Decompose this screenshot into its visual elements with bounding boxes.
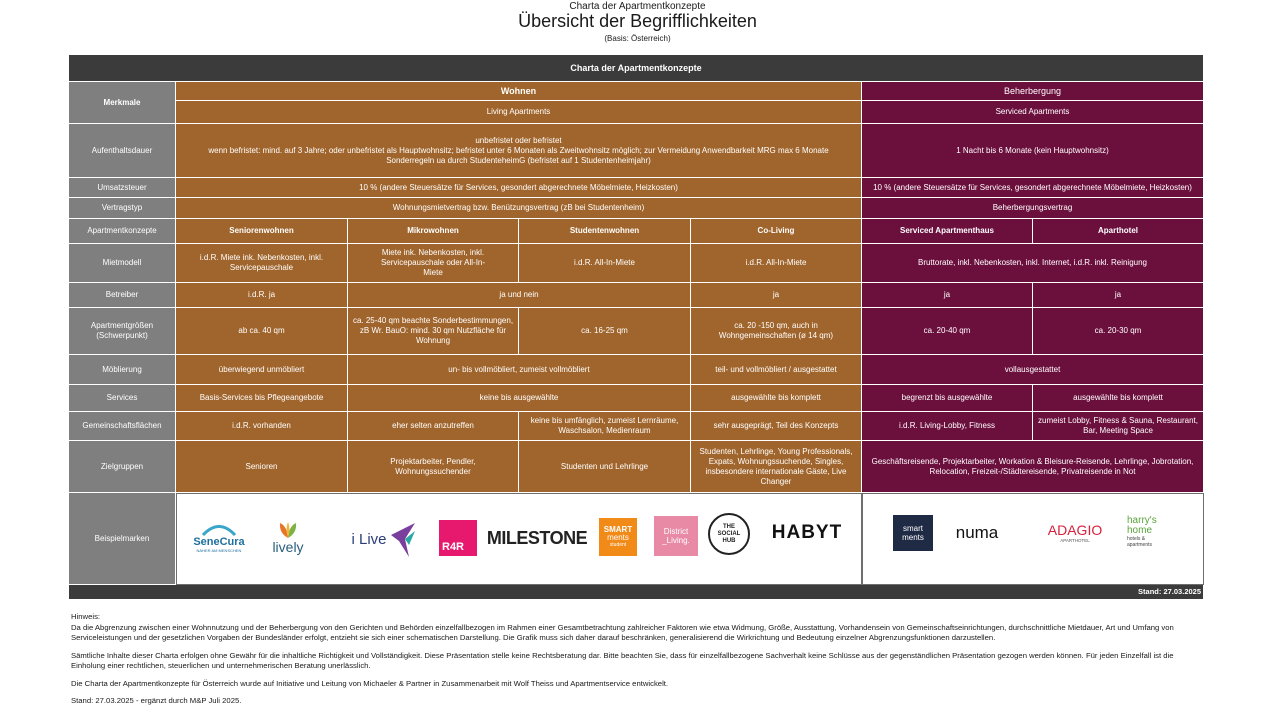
row-label-services: Services: [69, 385, 176, 412]
living-apartments-header: Living Apartments: [176, 101, 862, 124]
cell-mietmodell-studentenwohnen: i.d.R. All-In-Miete: [519, 244, 691, 283]
cell-gemeinschaft-mikrowohnen: eher selten anzutreffen: [348, 412, 519, 441]
numa-wordmark: numa: [955, 523, 999, 542]
lively-logo: [262, 518, 314, 558]
cell-moeblierung-seniorenwohnen: überwiegend unmöbliert: [176, 355, 348, 385]
aufenthaltsdauer-wohnen-line-2: wenn befristet: mind. auf 3 Jahre; oder unbefristet als Hauptwohnsitz; befristet unter 6 Monaten als Zweitwohnsitz möglich; zur Vermeidung Anwendbarkeit MRG max 6 Monate: [208, 145, 829, 155]
stand-text: Stand: 27.03.2025 - ergänzt durch M&P Juli 2025.: [71, 696, 242, 705]
row-label-beispielmarken: Beispielmarken: [69, 493, 176, 585]
adagio-tagline: APARTHOTEL: [1060, 537, 1090, 543]
stand-bar: Stand: 27.03.2025: [69, 585, 1204, 600]
milestone-logo: [487, 525, 587, 551]
row-label-moeblierung: Möblierung: [69, 355, 176, 385]
cell-services-serviced: begrenzt bis ausgewählte: [862, 385, 1033, 412]
cell-aufenthaltsdauer-beherbergung: 1 Nacht bis 6 Monate (kein Hauptwohnsitz): [862, 124, 1204, 178]
senecura-swoosh-icon: [199, 522, 239, 536]
chart-title: Charta der Apartmentkonzepte: [69, 55, 1204, 82]
cell-betreiber-co-living: ja: [691, 283, 862, 308]
senecura-wordmark: SeneCura: [193, 536, 245, 548]
hinweis-text: Da die Abgrenzung zwischen einer Wohnnutzung und der Beherbergung von den Gerichten und Behörden einzelfallbezogen im Rahmen einer Gesamtbetrachtung zahlreicher Faktoren wie etwa Widmung, Größe, Ausstattung, Vorhandensein von Gemeinschaftseinrichtungen, durchschnittliche Mietdauer, Art und Umfang von Serviceleistungen und der gesetzlichen Vorgaben der Bundesländer erfolgt, entzieht sie sich einer schematischen Darstellung. Die Grafik muss sich daher darauf beschränken, generalisierend die Wirkrichtung und Bedeutung einzelner Abgrenzungsfunktionen darzustellen.: [71, 622, 1174, 642]
concept-mikrowohnen: Mikrowohnen: [348, 219, 519, 244]
smartments-student-logo: [599, 518, 637, 556]
ilive-hummingbird-icon: [389, 521, 417, 559]
ilive-wordmark: i Live: [351, 531, 387, 548]
senecura-logo: [187, 517, 251, 559]
row-label-vertragstyp: Vertragstyp: [69, 198, 176, 219]
district-living-line-1: District: [663, 527, 689, 536]
row-label-apartmentgroessen: Apartmentgrößen (Schwerpunkt): [69, 308, 176, 355]
cell-betreiber-serviced: ja: [862, 283, 1033, 308]
harrys-line-3: hotels &: [1127, 536, 1146, 542]
cell-zielgruppen-mikrowohnen: Projektarbeiter, Pendler, Wohnungssuchender: [348, 441, 519, 493]
cell-moeblierung-mikro-studenten: un- bis vollmöbliert, zumeist vollmöbliert: [348, 355, 691, 385]
district-living-line-2: _Living.: [662, 536, 690, 545]
cell-umsatzsteuer-beherbergung: 10 % (andere Steuersätze für Services, gesondert abgerechnete Möbelmiete, Heizkosten): [862, 178, 1204, 198]
cell-gemeinschaft-co-living: sehr ausgeprägt, Teil des Konzepts: [691, 412, 862, 441]
concept-studentenwohnen: Studentenwohnen: [519, 219, 691, 244]
document-title: Übersicht der Begrifflichkeiten: [518, 11, 757, 31]
smartments-student-line-1: SMART: [603, 524, 633, 534]
merkmale-header: Merkmale: [69, 82, 176, 124]
row-label-umsatzsteuer: Umsatzsteuer: [69, 178, 176, 198]
cell-moeblierung-co-living: teil- und vollmöbliert / ausgestattet: [691, 355, 862, 385]
cell-services-mikro-studenten: keine bis ausgewählte: [348, 385, 691, 412]
numa-logo: [945, 521, 1009, 545]
row-label-apartmentkonzepte: Apartmentkonzepte: [69, 219, 176, 244]
document-subtitle: (Basis: Österreich): [604, 34, 671, 43]
aufenthaltsdauer-wohnen-line-1: unbefristet oder befristet: [475, 135, 562, 145]
ilive-logo: [344, 517, 424, 562]
document-supertitle: Charta der Apartmentkonzepte: [569, 1, 706, 12]
social-hub-line-1: THE: [723, 523, 735, 530]
cell-betreiber-mikro-studenten: ja und nein: [348, 283, 691, 308]
concept-serviced-apartmenthaus: Serviced Apartmenthaus: [862, 219, 1033, 244]
cell-betreiber-aparthotel: ja: [1033, 283, 1204, 308]
initiative-text: Die Charta der Apartmentkonzepte für Österreich wurde auf Initiative und Leitung von Michaeler & Partner in Zusammenarbeit mit Wolf Theiss und Apartmentservice entwickelt.: [71, 678, 669, 688]
smartments-student-line-3: student: [609, 541, 627, 548]
cell-aufenthaltsdauer-wohnen: [176, 124, 862, 178]
cell-groessen-studentenwohnen: ca. 16-25 qm: [519, 308, 691, 355]
lively-leaf-icon: [277, 521, 299, 539]
cell-zielgruppen-co-living: Studenten, Lehrlinge, Young Professionals, Expats, Wohnungssuchende, Singles, insbesondere internationale Gäste, Live Changer: [691, 441, 862, 493]
harrys-line-2: home: [1127, 525, 1153, 536]
social-hub-line-2: SOCIAL: [717, 530, 741, 537]
cell-services-seniorenwohnen: Basis-Services bis Pflegeangebote: [176, 385, 348, 412]
wohnen-header: Wohnen: [176, 82, 862, 101]
cell-gemeinschaft-serviced: i.d.R. Living-Lobby, Fitness: [862, 412, 1033, 441]
harrys-home-logo: [1127, 513, 1183, 551]
row-label-mietmodell: Mietmodell: [69, 244, 176, 283]
apartment-concepts-chart: [69, 55, 1204, 600]
cell-zielgruppen-seniorenwohnen: Senioren: [176, 441, 348, 493]
senecura-tagline: NÄHER AM MENSCHEN: [196, 548, 242, 553]
district-living-logo: [654, 516, 698, 556]
aufenthaltsdauer-wohnen-line-3: Sonderregeln ua durch StudenteheimG (befristet auf 1 Studentenheimjahr): [386, 155, 651, 165]
cell-mietmodell-co-living: i.d.R. All-In-Miete: [691, 244, 862, 283]
adagio-wordmark: ADAGIO: [1047, 521, 1103, 538]
r4r-logo: [439, 520, 477, 556]
smartments-logo: [893, 515, 933, 551]
cell-mietmodell-mikrowohnen: Miete ink. Nebenkosten, inkl. Servicepauschale oder All-In-Miete: [348, 244, 519, 283]
cell-moeblierung-beherbergung: vollausgestattet: [862, 355, 1204, 385]
row-label-zielgruppen: Zielgruppen: [69, 441, 176, 493]
disclaimer-text: Sämtliche Inhalte dieser Charta erfolgen ohne Gewähr für die inhaltliche Richtigkeit und Vollständigkeit. Diese Präsentation stelle keine Rechtsberatung dar. Bitte beachten Sie, dass für einzelfallbezogene Sachverhalt keine Schlüsse aus der gegenständlichen Präsentation gezogen werden können. Für jeden Einzelfall ist die Einholung einer rechtlichen, steuerlichen und unternehmerischen Beratung unerlässlich.: [71, 650, 1174, 670]
cell-services-aparthotel: ausgewählte bis komplett: [1033, 385, 1204, 412]
cell-groessen-aparthotel: ca. 20-30 qm: [1033, 308, 1204, 355]
cell-mietmodell-seniorenwohnen: i.d.R. Miete ink. Nebenkosten, inkl. Servicepauschale: [176, 244, 348, 283]
cell-services-co-living: ausgewählte bis komplett: [691, 385, 862, 412]
cell-zielgruppen-studentenwohnen: Studenten und Lehrlinge: [519, 441, 691, 493]
harrys-line-1: harry's: [1127, 515, 1157, 526]
cell-groessen-mikrowohnen: ca. 25-40 qm beachte Sonderbestimmungen, zB Wr. BauO: mind. 30 qm Nutzfläche für Wohnung: [348, 308, 519, 355]
cell-zielgruppen-beherbergung: Geschäftsreisende, Projektarbeiter, Workation & Bleisure-Reisende, Lehrlinge, Jobrotation, Relocation, Freizeit-/Städtereisende, Privatreisende in Not: [862, 441, 1204, 493]
cell-vertragstyp-beherbergung: Beherbergungsvertrag: [862, 198, 1204, 219]
cell-groessen-co-living: ca. 20 -150 qm, auch in Wohngemeinschaften (ø 14 qm): [691, 308, 862, 355]
hinweis-title: Hinweis:: [71, 612, 101, 621]
the-social-hub-logo: [708, 513, 750, 555]
cell-vertragstyp-wohnen: Wohnungsmietvertrag bzw. Benützungsvertrag (zB bei Studentenheim): [176, 198, 862, 219]
cell-mietmodell-beherbergung: Bruttorate, inkl. Nebenkosten, inkl. Internet, i.d.R. inkl. Reinigung: [862, 244, 1204, 283]
concept-seniorenwohnen: Seniorenwohnen: [176, 219, 348, 244]
habyt-wordmark: HABYT: [771, 522, 843, 543]
row-label-betreiber: Betreiber: [69, 283, 176, 308]
cell-groessen-seniorenwohnen: ab ca. 40 qm: [176, 308, 348, 355]
harrys-line-4: apartments: [1127, 542, 1153, 548]
cell-groessen-serviced: ca. 20-40 qm: [862, 308, 1033, 355]
habyt-logo: [759, 521, 855, 545]
cell-gemeinschaft-aparthotel: zumeist Lobby, Fitness & Sauna, Restaurant, Bar, Meeting Space: [1033, 412, 1204, 441]
cell-gemeinschaft-seniorenwohnen: i.d.R. vorhanden: [176, 412, 348, 441]
smartments-line-1: smart: [903, 524, 923, 533]
row-label-aufenthaltsdauer: Aufenthaltsdauer: [69, 124, 176, 178]
concept-co-living: Co-Living: [691, 219, 862, 244]
notes-section: [71, 612, 1206, 714]
row-label-gemeinschaftsflaechen: Gemeinschaftsflächen: [69, 412, 176, 441]
social-hub-line-3: HUB: [722, 537, 736, 544]
smartments-student-line-2: ments: [607, 532, 629, 542]
r4r-wordmark: R4R: [442, 541, 465, 553]
adagio-logo: [1045, 517, 1105, 549]
cell-gemeinschaft-studentenwohnen: keine bis umfänglich, zumeist Lernräume, Waschsalon, Medienraum: [519, 412, 691, 441]
smartments-line-2: ments: [902, 533, 924, 542]
lively-wordmark: lively: [272, 539, 304, 555]
serviced-apartments-header: Serviced Apartments: [862, 101, 1204, 124]
concept-aparthotel: Aparthotel: [1033, 219, 1204, 244]
cell-betreiber-seniorenwohnen: i.d.R. ja: [176, 283, 348, 308]
cell-umsatzsteuer-wohnen: 10 % (andere Steuersätze für Services, gesondert abgerechnete Möbelmiete, Heizkosten): [176, 178, 862, 198]
beherbergung-header: Beherbergung: [862, 82, 1204, 101]
milestone-wordmark: MILESTONE: [486, 527, 588, 548]
